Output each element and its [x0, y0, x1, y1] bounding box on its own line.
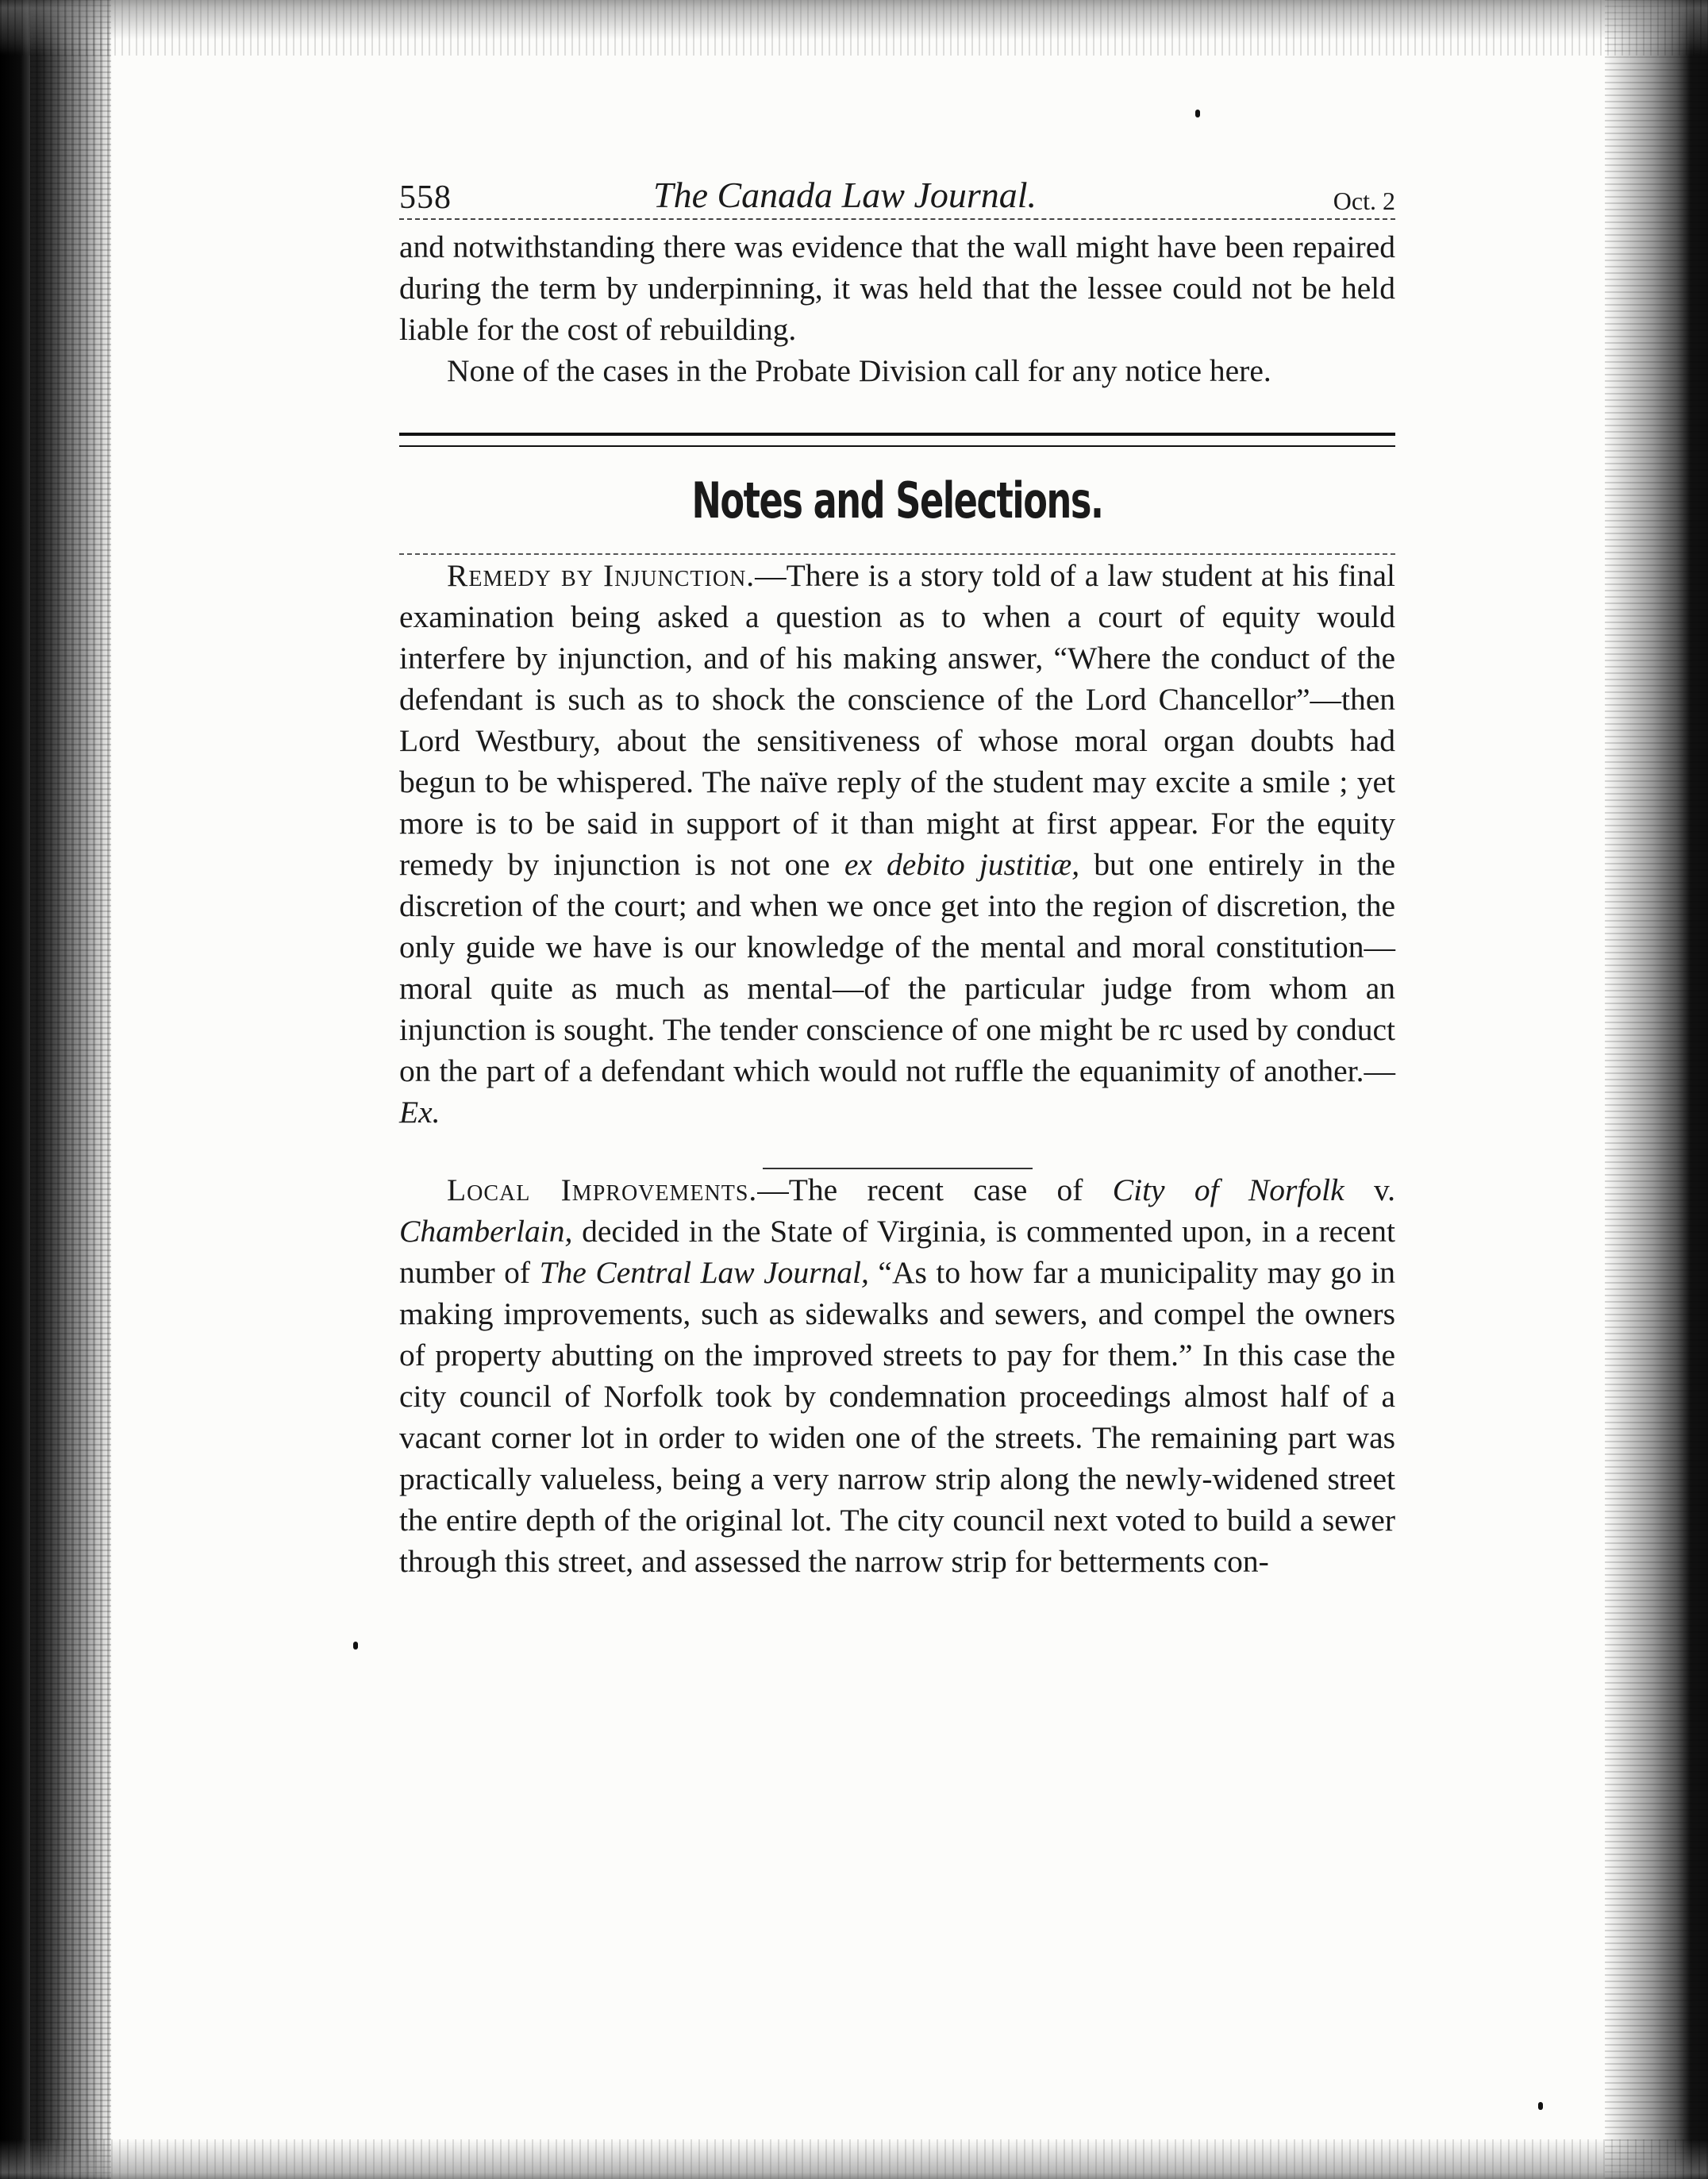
case-name-defendant: Chamberlain,	[399, 1214, 573, 1249]
scan-speck	[1195, 110, 1200, 117]
journal-title: The Canada Law Journal.	[653, 175, 1037, 215]
top-edge-noise	[0, 0, 1708, 56]
binding-edge-dark	[0, 0, 30, 2179]
journal-reference: The Central Law Journal,	[539, 1255, 869, 1290]
article-improvements-body-3: “As to how far a municipality may go in making improvements, such as sidewalks and sewers, and compel the owners of property abutting on the improved streets to pay for them.” In this case the city council of Norfolk took by condemnation proceedings almost half of a vacant corner lot in order to widen one of the streets. The remaining part was practically valueless, being a very narrow strip along the newly-widened street the entire depth of the original lot. The city council next voted to build a sewer through this street, and assessed the narrow strip for betterments con-	[399, 1255, 1395, 1579]
section-heading: Notes and Selections.	[691, 472, 1103, 529]
scan-speck	[1538, 2102, 1543, 2110]
article-improvements-body-1: —The recent case of	[757, 1172, 1113, 1207]
scan-speck	[353, 1642, 358, 1650]
page-body	[399, 163, 1395, 1582]
page-number: 558	[399, 179, 452, 216]
case-name-plaintiff: City of Norfolk	[1112, 1172, 1344, 1207]
article-title-improvements: Local Improvements.	[447, 1172, 758, 1207]
article-improvements	[399, 1169, 1395, 1582]
issue-date: Oct. 2	[1333, 187, 1395, 215]
probate-paragraph: None of the cases in the Probate Division call for any notice here.	[447, 353, 1271, 388]
latin-phrase: ex debito justitiæ,	[844, 847, 1080, 882]
bottom-edge-noise	[0, 2139, 1708, 2179]
right-edge-shadow	[1605, 0, 1708, 2179]
article-injunction-source: Ex.	[399, 1095, 440, 1130]
article-title-injunction: Remedy by Injunction.	[447, 558, 756, 593]
running-head	[399, 163, 1395, 220]
continued-paragraph: and notwithstanding there was evidence that the wall might have been repaired during the term by underpinning, it was held that the lessee could not be held liable for the cost of rebuilding.	[399, 229, 1395, 347]
case-versus: v.	[1344, 1172, 1396, 1207]
article-improvements-body-2: decided in the State of Virginia, is commented upon, in a recent number of	[399, 1214, 1395, 1290]
article-injunction	[399, 555, 1395, 1133]
article-injunction-body-2: but one entirely in the discretion of the court; and when we once get into the region of discretion, the only guide we have is our knowledge of the mental and moral constitution—moral quite as much as mental—of the particular judge from whom an injunction is sought. The tender conscience of one might be rc used by conduct on the part of a defendant which would not ruffle the equanimity of another.—	[399, 847, 1395, 1088]
article-injunction-body-1: —There is a story told of a law student at his final examination being asked a question as to when a court of equity would interfere by injunction, and of his making answer, “Where the conduct of the defendant is such as to shock the conscience of the Lord Chancellor”—then Lord Westbury, about the sensitiveness of whose moral organ doubts had begun to be whispered. The naïve reply of the student may excite a smile ; yet more is to be said in support of it than might at first appear. For the equity remedy by injunction is not one	[399, 558, 1396, 882]
section-double-rule	[399, 433, 1395, 447]
